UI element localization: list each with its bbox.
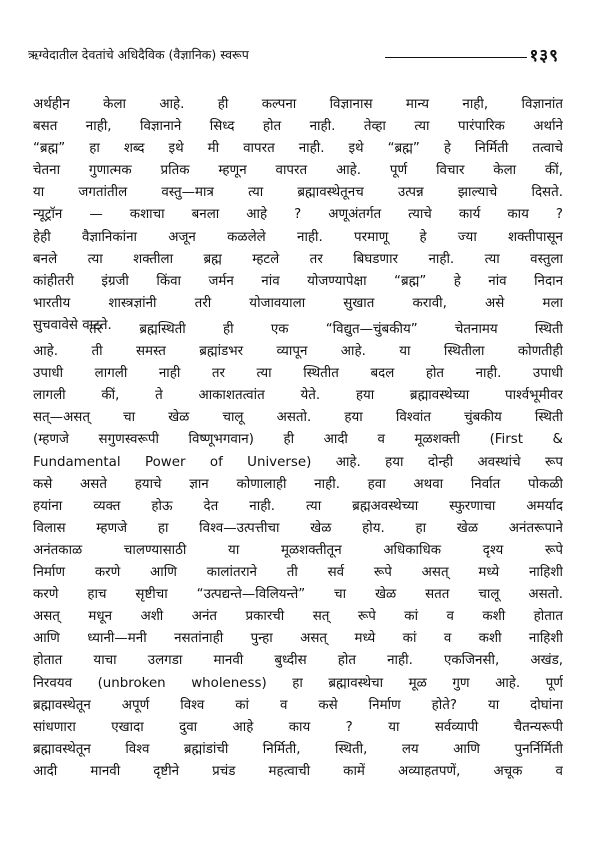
text-line: ब्रह्मावस्थेतून विश्व ब्रह्मांडांची निर्मिती, स्थिती, लय आणि पुनर्निर्मिती — [33, 741, 563, 757]
text-line: (म्हणजे सगुणस्वरूपी विष्णूभगवान) ही आदी व मूळशक्ती (First & — [33, 432, 563, 448]
text-line: ब्रह्मावस्थेतून अपूर्ण विश्व कां व कसे निर्माण होते? या दोघांना — [33, 697, 563, 713]
text-line: लागली कीं, ते आकाशतत्वांत येते. हया ब्रह्मावस्थेच्या पार्श्वभूमीवर — [33, 388, 563, 404]
text-line: आहे. ती समस्त ब्रह्मांडभर व्यापून आहे. या स्थितीला कोणतीही — [33, 344, 563, 360]
text-line: सत्—असत् चा खेळ चालू असतो. हया विश्वांत चुंबकीय स्थिती — [33, 410, 563, 426]
text-line: Fundamental Power of Universe) आहे. हया दोन्ही अवस्थांचे रूप — [33, 454, 563, 470]
text-line: असत् मधून अशी अनंत प्रकारची सत् रूपे कां व कशी होतात — [33, 609, 563, 625]
text-line: भारतीय शास्त्रज्ञांनी तरी योजावयाला सुखात करावी, असे मला — [33, 295, 563, 311]
text-line: अर्थहीन केला आहे. ही कल्पना विज्ञानास मान्य नाही, विज्ञानांत — [33, 97, 563, 112]
text-line: कसे असते हयाचे ज्ञान कोणालाही नाही. हवा अथवा निर्वात पोकळी — [33, 476, 563, 492]
text-line: आणि ध्यानी—मनी नसतांनाही पुन्हा असत् मध्ये कां व कशी नाहिशी — [33, 631, 563, 647]
text-line: निरवयव (unbroken wholeness) हा ब्रह्मावस्थेचा मूळ गुण आहे. पूर्ण — [33, 675, 563, 691]
text-line: “ब्रह्म” हा शब्द इथे मी वापरत नाही. इथे “ब्रह्म” हे निर्मिती तत्वाचे — [33, 141, 563, 157]
header-rule — [385, 57, 527, 58]
page-number: १३९ — [529, 46, 559, 66]
text-line: न्यूट्रॉन — कशाचा बनला आहे ? अणूअंतर्गत त्याचे कार्य काय ? — [33, 207, 563, 223]
text-line: सांधणारा एखादा दुवा आहे काय ? या सर्वव्यापी चैतन्यरूपी — [33, 719, 563, 735]
text-line: तर ब्रह्मस्थिती ही एक “विद्युत—चुंबकीय” चेतनामय स्थिती — [89, 322, 563, 337]
paragraph-1 — [33, 94, 563, 337]
text-line: कांहीतरी इंग्रजी किंवा जर्मन नांव योजण्यापेक्षा “ब्रह्म” हे नांव निदान — [33, 273, 563, 289]
text-line: हेही वैज्ञानिकांना अजून कळलेले नाही. परमाणू हे ज्या शक्तीपासून — [33, 229, 563, 245]
text-line: विलास म्हणजे हा विश्व—उत्पत्तीचा खेळ होय. हा खेळ अनंतरूपाने — [33, 520, 563, 536]
text-line: चेतना गुणात्मक प्रतिक म्हणून वापरत आहे. पूर्ण विचार केला कीं, — [33, 163, 563, 179]
chapter-title: ऋग्वेदातील देवतांचे अधिदैविक (वैज्ञानिक) स्वरूप — [28, 47, 249, 62]
text-line: बनले त्या शक्तीला ब्रह्म म्हटले तर बिघडणार नाही. त्या वस्तुला — [33, 251, 563, 267]
text-line: होतात याचा उलगडा मानवी बुध्दीस होत नाही. एकजिनसी, अखंड, — [33, 653, 563, 669]
text-line: उपाधी लागली नाही तर त्या स्थितीत बदल होत नाही. उपाधी — [33, 366, 563, 382]
text-line: निर्माण करणे आणि कालांतराने ती सर्व रूपे असत् मध्ये नाहिशी — [33, 565, 563, 581]
running-header — [28, 44, 563, 68]
text-line: बसत नाही, विज्ञानाने सिध्द होत नाही. तेव्हा त्या पारंपारिक अर्थाने — [33, 119, 563, 135]
text-line: सुचवावेसे वाटते. — [33, 317, 112, 333]
text-line: आदी मानवी दृष्टीने प्रचंड महत्वाची कामें अव्याहतपणें, अचूक व — [33, 763, 563, 779]
text-line: हयांना व्यक्त होऊ देत नाही. त्या ब्रह्मअवस्थेच्या स्फुरणाचा अमर्याद — [33, 498, 563, 514]
paragraph-2 — [33, 319, 563, 783]
text-line: करणे हाच सृष्टीचा “उत्पद्यन्ते—विलियन्ते” चा खेळ सतत चालू असतो. — [33, 587, 563, 603]
text-line: या जगतांतील वस्तु—मात्र त्या ब्रह्मावस्थेतूनच उत्पन्न झाल्याचे दिसते. — [33, 185, 563, 201]
text-line: अनंतकाळ चालण्यासाठी या मूळशक्तीतून अधिकाधिक दृश्य रूपे — [33, 542, 563, 558]
